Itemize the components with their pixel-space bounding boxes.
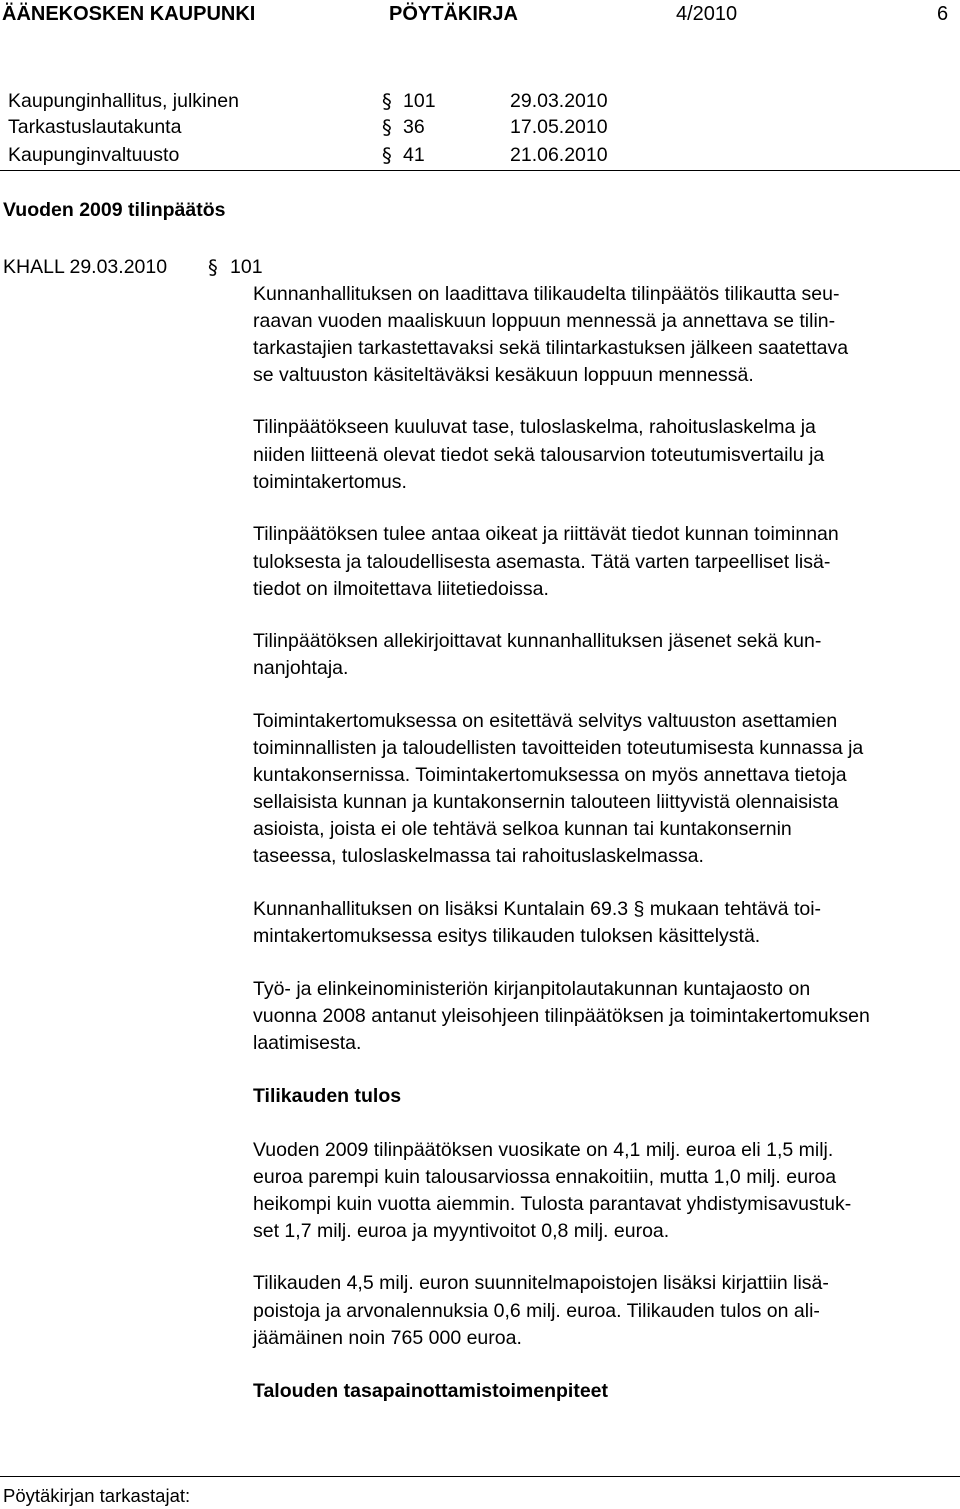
footer-divider <box>0 1476 960 1477</box>
text-line: Kunnanhallituksen on laadittava tilikaudelta tilinpäätös tilikautta seu- <box>253 283 840 305</box>
text-line: euroa parempi kuin talousarviossa ennakoitiin, mutta 1,0 milj. euroa <box>253 1166 837 1188</box>
text-line: raavan vuoden maaliskuun loppuun mennessä ja annettava se tilin- <box>253 310 836 332</box>
reference-number: 101 <box>230 256 263 278</box>
session-date: 17.05.2010 <box>510 116 608 138</box>
session-body: Tarkastuslautakunta <box>8 116 182 138</box>
header-divider <box>0 170 960 171</box>
issue-number: 4/2010 <box>676 3 738 25</box>
text-line: sellaisista kunnan ja kuntakonsernin talouteen liittyvistä olennaisista <box>253 791 839 813</box>
section-symbol: § <box>382 144 392 167</box>
section-heading: Talouden tasapainottamistoimenpiteet <box>253 1380 609 1402</box>
text-line: vuonna 2008 antanut yleisohjeen tilinpäätöksen ja toimintakertomuksen <box>253 1005 870 1027</box>
section-symbol: § <box>208 256 218 279</box>
text-line: toiminnallisten ja taloudellisten tavoitteiden toteutumisesta kunnassa ja <box>253 737 864 759</box>
text-line: Työ- ja elinkeinoministeriön kirjanpitolautakunnan kuntajaosto on <box>253 978 811 1000</box>
text-line: jäämäinen noin 765 000 euroa. <box>253 1327 522 1349</box>
session-date: 21.06.2010 <box>510 144 608 166</box>
text-line: tarkastajien tarkastettavaksi sekä tilintarkastuksen jälkeen saatettava <box>253 337 849 359</box>
text-line: set 1,7 milj. euroa ja myyntivoitot 0,8 milj. euroa. <box>253 1220 670 1242</box>
text-line: Kunnanhallituksen on lisäksi Kuntalain 69.3 § mukaan tehtävä toi- <box>253 898 822 920</box>
session-number: 36 <box>403 116 425 138</box>
text-line: tiedot on ilmoitettava liitetiedoissa. <box>253 578 549 600</box>
inspectors-label: Pöytäkirjan tarkastajat: <box>3 1485 191 1506</box>
text-line: heikompi kuin vuotta aiemmin. Tulosta parantavat yhdistymisavustuk- <box>253 1193 852 1215</box>
text-line: Toimintakertomuksessa on esitettävä selvitys valtuuston asettamien <box>253 710 838 732</box>
session-body: Kaupunginhallitus, julkinen <box>8 90 239 112</box>
section-symbol: § <box>382 116 392 139</box>
text-line: kuntakonsernissa. Toimintakertomuksessa on myös annettava tietoja <box>253 764 847 786</box>
text-line: Tilinpäätökseen kuuluvat tase, tuloslaskelma, rahoituslaskelma ja <box>253 416 816 438</box>
text-line: tuloksesta ja taloudellisesta asemasta. Tätä varten tarpeelliset lisä- <box>253 551 831 573</box>
session-body: Kaupunginvaltuusto <box>8 144 180 166</box>
text-line: Tilinpäätöksen tulee antaa oikeat ja riittävät tiedot kunnan toiminnan <box>253 523 839 545</box>
text-line: mintakertomuksessa esitys tilikauden tuloksen käsittelystä. <box>253 925 761 947</box>
session-date: 29.03.2010 <box>510 90 608 112</box>
text-line: taseessa, tuloslaskelmassa tai rahoituslaskelmassa. <box>253 845 704 867</box>
session-number: 41 <box>403 144 425 166</box>
organization-name: ÄÄNEKOSKEN KAUPUNKI <box>2 3 256 25</box>
text-line: asioista, joista ei ole tehtävä selkoa kunnan tai kuntakonsernin <box>253 818 792 840</box>
text-line: Tilinpäätöksen allekirjoittavat kunnanhallituksen jäsenet sekä kun- <box>253 630 822 652</box>
document-title: Vuoden 2009 tilinpäätös <box>3 199 226 221</box>
text-line: laatimisesta. <box>253 1032 362 1054</box>
page-number: 6 <box>937 3 949 25</box>
reference-label: KHALL 29.03.2010 <box>3 256 168 278</box>
text-line: niiden liitteenä olevat tiedot sekä talousarvion toteutumisvertailu ja <box>253 444 825 466</box>
text-line: se valtuuston käsiteltäväksi kesäkuun loppuun mennessä. <box>253 364 754 386</box>
section-heading: Tilikauden tulos <box>253 1085 402 1107</box>
text-line: toimintakertomus. <box>253 471 407 493</box>
text-line: poistoja ja arvonalennuksia 0,6 milj. euroa. Tilikauden tulos on ali- <box>253 1300 820 1322</box>
session-number: 101 <box>403 90 436 112</box>
document-type: PÖYTÄKIRJA <box>389 3 518 25</box>
text-line: nanjohtaja. <box>253 657 349 679</box>
section-symbol: § <box>382 90 392 113</box>
text-line: Vuoden 2009 tilinpäätöksen vuosikate on 4,1 milj. euroa eli 1,5 milj. <box>253 1139 834 1161</box>
text-line: Tilikauden 4,5 milj. euron suunnitelmapoistojen lisäksi kirjattiin lisä- <box>253 1272 829 1294</box>
